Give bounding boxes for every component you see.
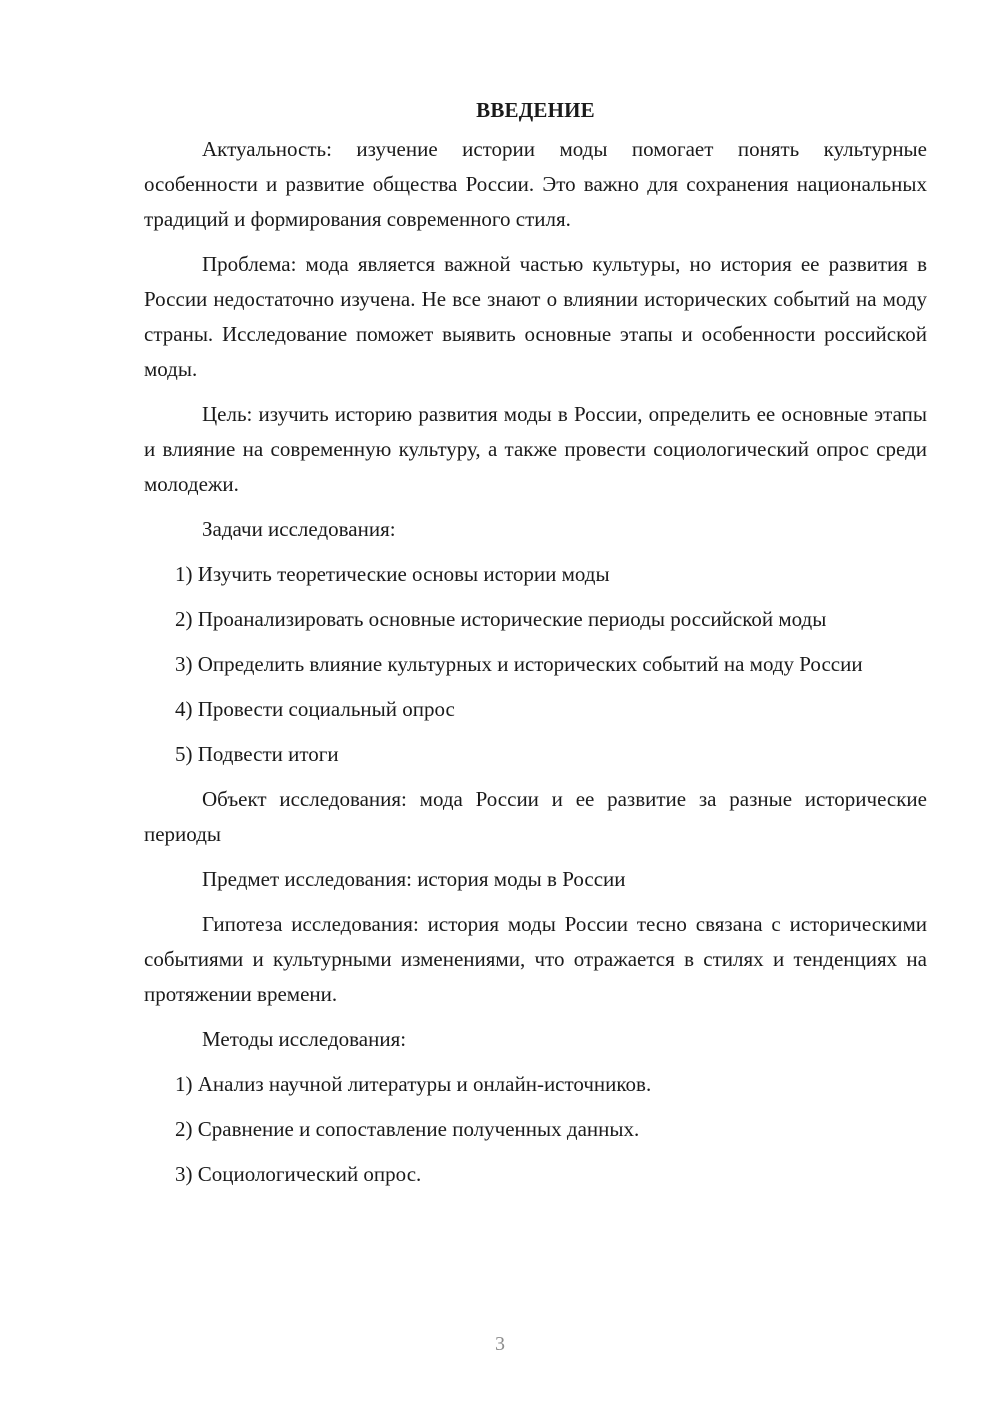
- method-item-1: 1) Анализ научной литературы и онлайн-источников.: [175, 1072, 652, 1096]
- tasks-heading: Задачи исследования:: [202, 517, 396, 541]
- page-number: 3: [495, 1333, 505, 1355]
- document-page: [144, 92, 927, 1202]
- methods-heading: Методы исследования:: [202, 1027, 407, 1051]
- method-item-3: 3) Социологический опрос.: [175, 1162, 422, 1186]
- paragraph-hypothesis: Гипотеза исследования: история моды России тесно связана с историческими событиями и культурными изменениями, что отражается в стилях и тенденциях на протяжении времени.: [144, 912, 927, 1006]
- paragraph-goal: Цель: изучить историю развития моды в России, определить ее основные этапы и влияние на современную культуру, а также провести социологический опрос среди молодежи.: [144, 402, 927, 496]
- task-item-4: 4) Провести социальный опрос: [175, 697, 455, 721]
- method-item-2: 2) Сравнение и сопоставление полученных данных.: [175, 1117, 640, 1141]
- paragraph-relevance: Актуальность: изучение истории моды помогает понять культурные особенности и развитие общества России. Это важно для сохранения национальных традиций и формирования современного стиля.: [144, 137, 927, 231]
- paragraph-problem: Проблема: мода является важной частью культуры, но история ее развития в России недостаточно изучена. Не все знают о влиянии исторических событий на моду страны. Исследование поможет выявить основные этапы и особенности российской моды.: [144, 252, 927, 381]
- task-item-3: 3) Определить влияние культурных и исторических событий на моду России: [175, 652, 863, 676]
- task-item-5: 5) Подвести итоги: [175, 742, 339, 766]
- task-item-2: 2) Проанализировать основные исторические периоды российской моды: [175, 607, 827, 631]
- section-title: ВВЕДЕНИЕ: [476, 98, 595, 122]
- paragraph-object: Объект исследования: мода России и ее развитие за разные исторические периоды: [144, 787, 927, 846]
- task-item-1: 1) Изучить теоретические основы истории моды: [175, 562, 610, 586]
- paragraph-subject: Предмет исследования: история моды в России: [202, 867, 626, 891]
